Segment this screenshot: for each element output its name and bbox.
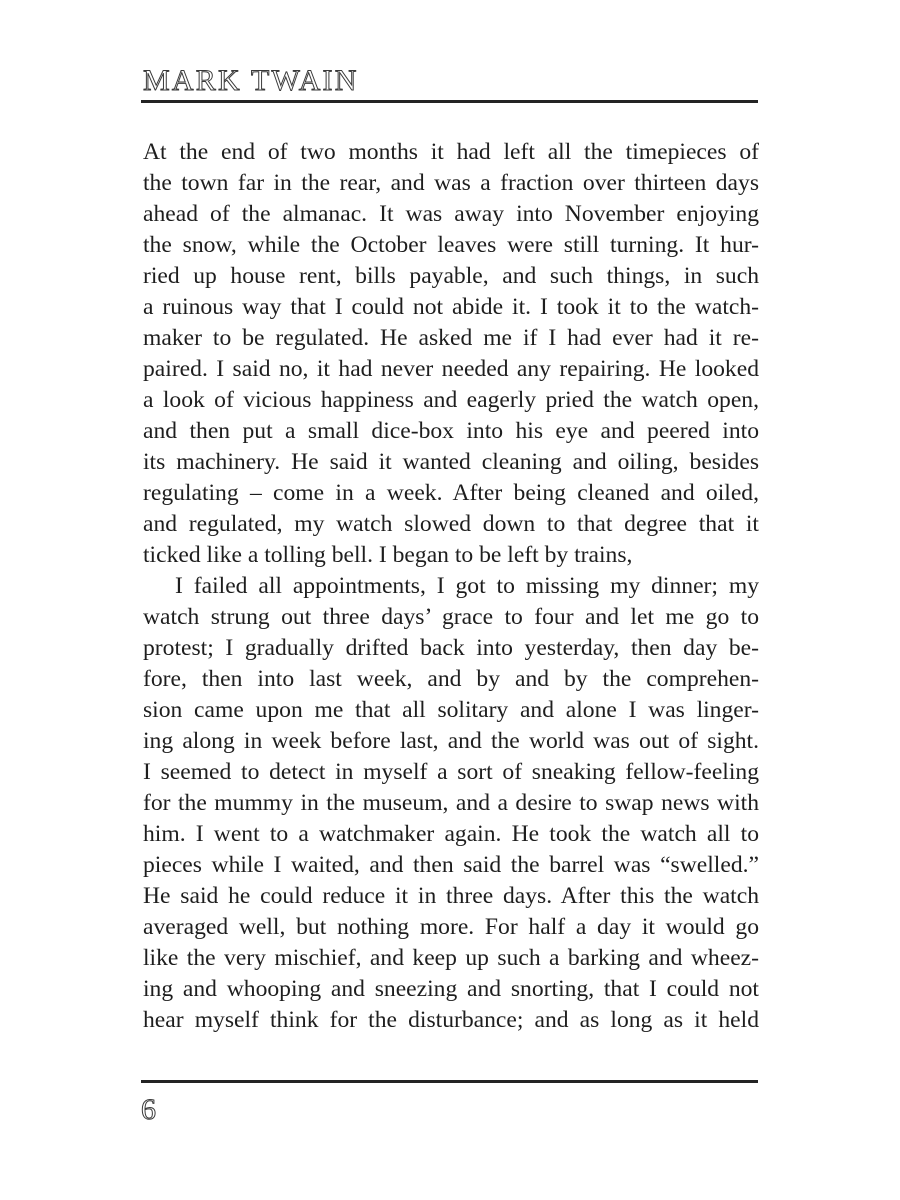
text-line: its machinery. He said it wanted cleaning and oiling, besides bbox=[143, 449, 759, 475]
text-line: a ruinous way that I could not abide it. I took it to the watch- bbox=[143, 294, 759, 320]
text-line: protest; I gradually drifted back into yesterday, then day be- bbox=[143, 635, 759, 661]
text-line: like the very mischief, and keep up such a barking and wheez- bbox=[143, 945, 759, 971]
text-line: pieces while I waited, and then said the barrel was “swelled.” bbox=[143, 852, 759, 878]
running-head: MARK TWAIN bbox=[143, 64, 359, 97]
text-line: watch strung out three days’ grace to four and let me go to bbox=[143, 604, 759, 630]
text-line: ing and whooping and sneezing and snorting, that I could not bbox=[143, 976, 759, 1002]
text-line: hear myself think for the disturbance; and as long as it held bbox=[143, 1007, 759, 1033]
text-line: for the mummy in the museum, and a desire to swap news with bbox=[143, 790, 759, 816]
text-line: paired. I said no, it had never needed any repairing. He looked bbox=[143, 356, 759, 382]
text-line: and regulated, my watch slowed down to that degree that it bbox=[143, 511, 759, 537]
text-line: and then put a small dice-box into his eye and peered into bbox=[143, 418, 759, 444]
text-line: ticked like a tolling bell. I began to be left by trains, bbox=[143, 542, 633, 568]
paragraph-1 bbox=[143, 137, 759, 571]
text-line: a look of vicious happiness and eagerly pried the watch open, bbox=[143, 387, 759, 413]
text-line: sion came upon me that all solitary and alone I was linger- bbox=[143, 697, 759, 723]
text-line: regulating – come in a week. After being cleaned and oiled, bbox=[143, 480, 759, 506]
text-line: averaged well, but nothing more. For half a day it would go bbox=[143, 914, 759, 940]
text-line: I seemed to detect in myself a sort of sneaking fellow-feeling bbox=[143, 759, 759, 785]
header-rule bbox=[141, 100, 758, 103]
paragraph-2 bbox=[143, 571, 759, 1036]
text-line: At the end of two months it had left all the timepieces of bbox=[143, 139, 759, 165]
text-line: the town far in the rear, and was a fraction over thirteen days bbox=[143, 170, 759, 196]
text-line: ing along in week before last, and the world was out of sight. bbox=[143, 728, 759, 754]
text-line: him. I went to a watchmaker again. He took the watch all to bbox=[143, 821, 759, 847]
text-line: He said he could reduce it in three days. After this the watch bbox=[143, 883, 759, 909]
text-line: fore, then into last week, and by and by the comprehen- bbox=[143, 666, 759, 692]
text-line: maker to be regulated. He asked me if I had ever had it re- bbox=[143, 325, 759, 351]
text-line: ried up house rent, bills payable, and such things, in such bbox=[143, 263, 759, 289]
text-line: ahead of the almanac. It was away into November enjoying bbox=[143, 201, 759, 227]
body-text bbox=[143, 137, 759, 1036]
text-line: the snow, while the October leaves were still turning. It hur- bbox=[143, 232, 759, 258]
footer-rule bbox=[141, 1080, 758, 1083]
page-number: 6 bbox=[141, 1093, 156, 1126]
text-line: I failed all appointments, I got to missing my dinner; my bbox=[175, 573, 759, 599]
